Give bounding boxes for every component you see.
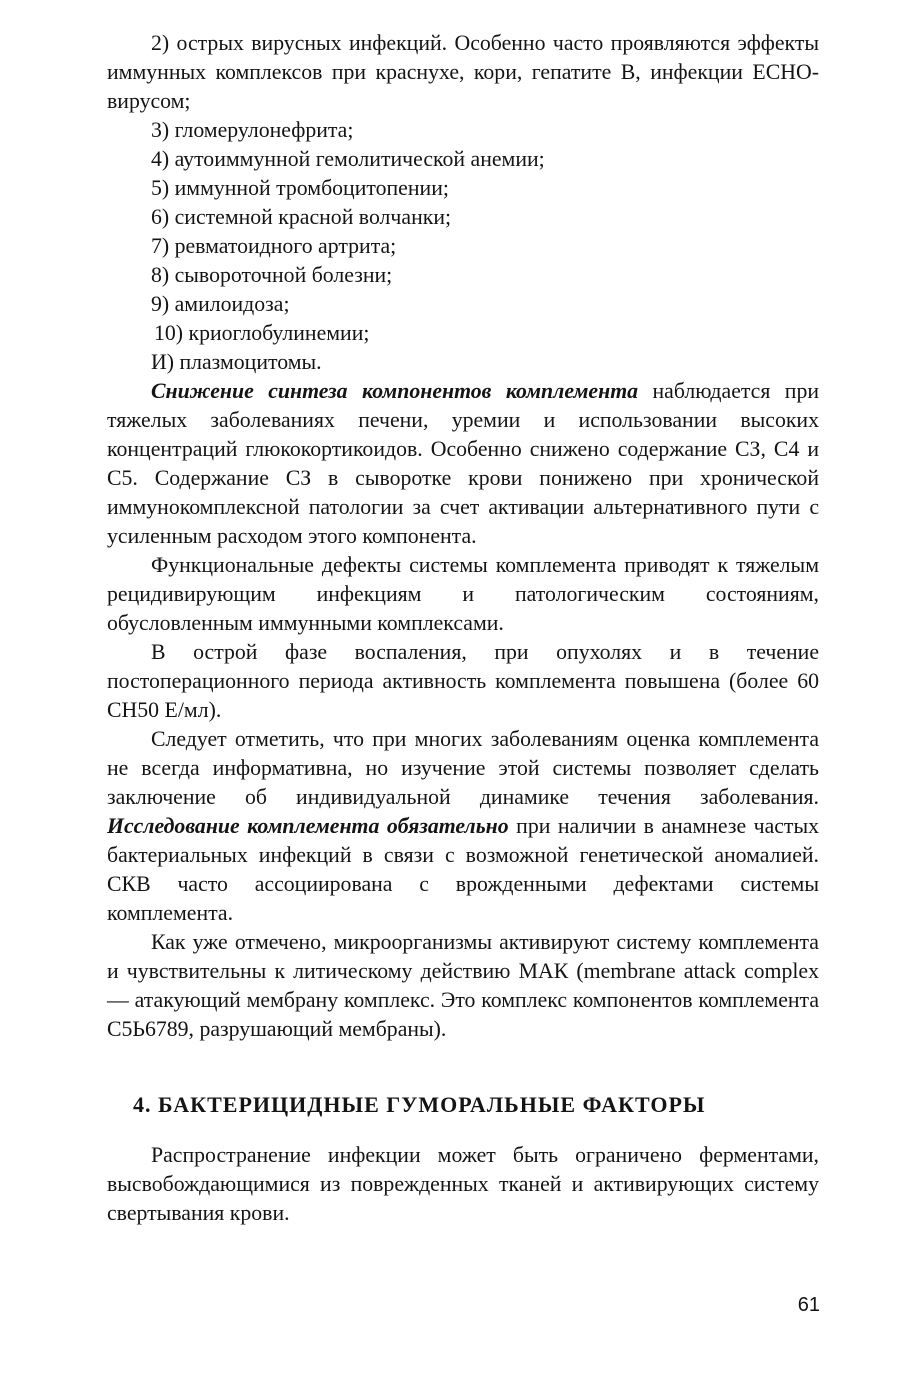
list-item: 10) криоглобулинемии; xyxy=(154,321,370,345)
paragraph-assessment xyxy=(107,725,819,928)
section-heading: 4. БАКТЕРИЦИДНЫЕ ГУМОРАЛЬНЫЕ ФАКТОРЫ xyxy=(133,1092,706,1117)
page-body xyxy=(107,29,819,1228)
list-item-2: 2) острых вирусных инфекций. Особенно часто проявляются эффекты иммунных комплексов при краснухе, кори, гепатите В, инфекции ECHO-вирусом; xyxy=(107,31,819,113)
list-item: 3) гломерулонефрита; xyxy=(151,118,354,142)
list-item: 9) амилоидоза; xyxy=(151,292,290,316)
list-item: 5) иммунной тромбоцитопении; xyxy=(151,176,449,200)
paragraph-text: Следует отметить, что при многих заболеваниям оценка комплемента не всегда информативна, но изучение этой системы позволяет сделать заключение об индивидуальной динамике течения заболевания. xyxy=(107,727,819,809)
paragraph-functional-defects: Функциональные дефекты системы комплемента приводят к тяжелым рецидивирующим инфекциям и патологическим состояниям, обусловленным иммунными комплексами. xyxy=(107,553,819,635)
list-item: И) плазмоцитомы. xyxy=(151,350,322,374)
emphasis-text: Исследование комплемента обязательно xyxy=(107,814,509,838)
list-item: 4) аутоиммунной гемолитической анемии; xyxy=(151,147,545,171)
paragraph-mac: Как уже отмечено, микроорганизмы активируют систему комплемента и чувствительны к литическому действию МАК (membrane attack complex — атакующий мембрану комплекс. Это комплекс компонентов комплемента С5Ь6789, разрушающий мембраны). xyxy=(107,930,819,1041)
disease-list xyxy=(107,116,819,377)
list-item: 8) сывороточной болезни; xyxy=(151,263,393,287)
page-number: 61 xyxy=(797,1294,820,1316)
paragraph-text: при наличии в анамнезе частых бактериальных инфекций в связи с возможной генетической аномалией. СКВ часто ассоциирована с врожденными дефектами системы комплемента. xyxy=(107,814,819,925)
paragraph-section-intro: Распространение инфекции может быть ограничено ферментами, высвобождающимися из поврежденных тканей и активирующих систему свертывания крови. xyxy=(107,1143,819,1225)
paragraph-acute-phase: В острой фазе воспаления, при опухолях и в течение постоперационного периода активность комплемента повышена (более 60 СН50 Е/мл). xyxy=(107,640,819,722)
paragraph-complement-synthesis xyxy=(107,377,819,551)
emphasis-text: Снижение синтеза компонентов комплемента xyxy=(151,379,639,403)
list-item: 7) ревматоидного артрита; xyxy=(151,234,397,258)
paragraph-text: наблюдается при тяжелых заболеваниях печени, уремии и использовании высоких концентраций глюкокортикоидов. Особенно снижено содержание СЗ, С4 и С5. Содержание СЗ в сыворотке крови понижено при хронической иммунокомплексной патологии за счет активации альтернативного пути с усиленным расходом этого компонента. xyxy=(107,379,820,548)
list-item: 6) системной красной волчанки; xyxy=(151,205,452,229)
